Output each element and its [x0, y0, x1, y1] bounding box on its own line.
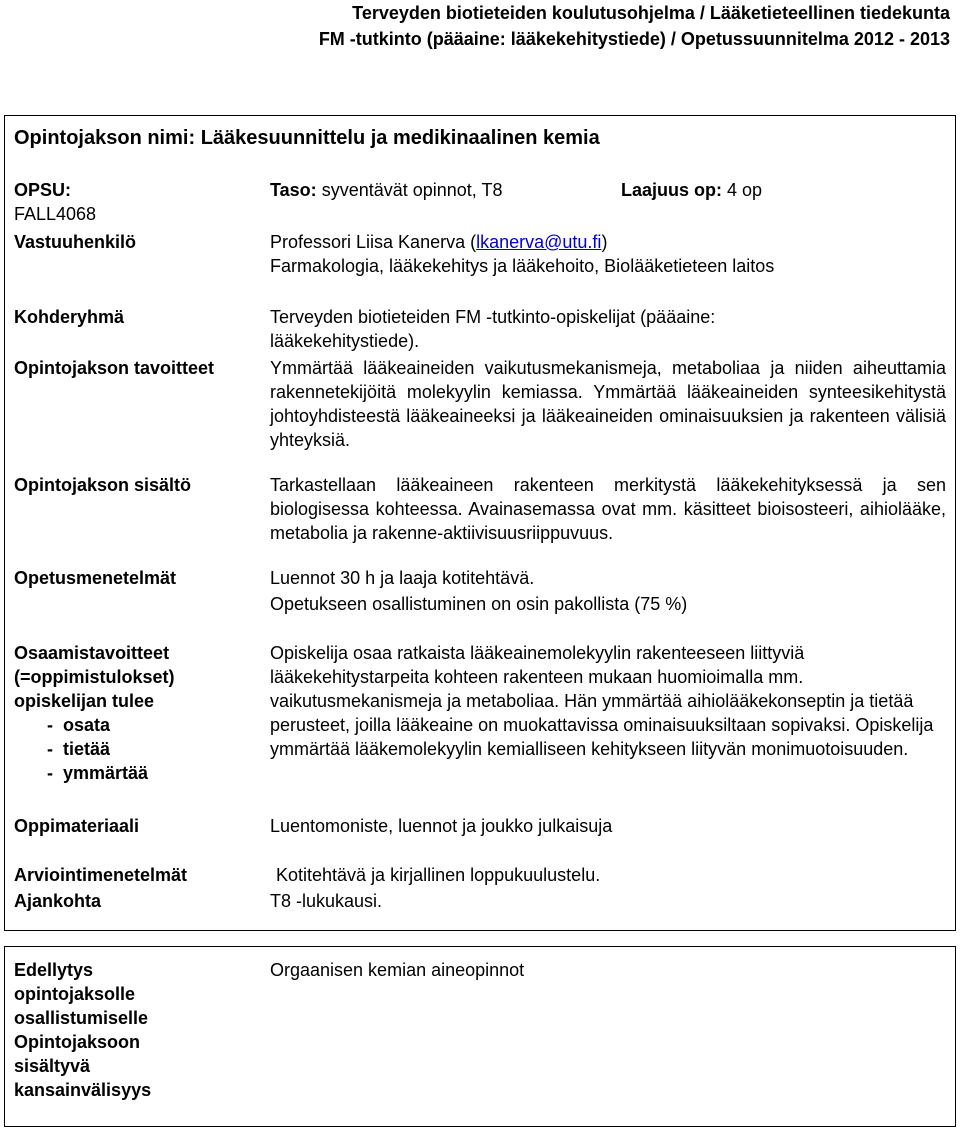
course-name: Opintojakson nimi: Lääkesuunnittelu ja medikinaalinen kemia	[14, 127, 600, 149]
prerequisite-label-1: Edellytys	[14, 960, 94, 980]
content-value: Tarkastellaan lääkeaineen rakenteen merkitystä lääkekehityksessä ja sen biologisessa kohteessa. Avainasemassa ovat mm. käsitteet bioisosteeri, aihiolääke, metabolia ja rakenne-aktiivisuusriippuvuus.	[270, 475, 946, 543]
internationality-label-3: kansainvälisyys	[14, 1080, 152, 1100]
objectives-label: Opintojakson tavoitteet	[14, 358, 215, 378]
credits: Laajuus op: 4 op	[621, 180, 763, 200]
learning-outcomes-item-1: - osata	[47, 715, 111, 735]
materials-value: Luentomoniste, luennot ja joukko julkaisuja	[270, 816, 613, 836]
target-group-value: Terveyden biotieteiden FM -tutkinto-opiskelijat (pääaine: lääkekehitystiede).	[270, 307, 716, 351]
timing-value: T8 -lukukausi.	[270, 891, 383, 911]
assessment-value: Kotitehtävä ja kirjallinen loppukuulustelu.	[276, 865, 601, 885]
internationality-label-1: Opintojaksoon	[14, 1032, 140, 1052]
learning-outcomes-label-3: opiskelijan tulee	[14, 691, 155, 711]
learning-outcomes-value: Opiskelija osaa ratkaista lääkeainemolekyylin rakenteeseen liittyviä lääkekehitystarpeita kohteen rakenteen mukaan huomioimalla mm. vaikutusmekanismeja ja metaboliaa. Hän ymmärtää aihiolääkekonseptin ja tietää perusteet, joilla lääkeaine on muokattavissa ominaisuuksiltaan sopivaksi. Opiskelija ymmärtää lääkemolekyylin kemialliseen kehitykseen liityvän monimuotoisuuden.	[270, 643, 934, 759]
learning-outcomes-label-2: (=oppimistulokset)	[14, 667, 175, 687]
materials-label: Oppimateriaali	[14, 816, 140, 836]
assessment-label: Arviointimenetelmät	[14, 865, 188, 885]
learning-outcomes-label-1: Osaamistavoitteet	[14, 643, 170, 663]
teaching-methods-line-2: Opetukseen osallistuminen on osin pakollista (75 %)	[270, 594, 688, 614]
prerequisite-label-2: opintojaksolle	[14, 984, 136, 1004]
target-group-label: Kohderyhmä	[14, 307, 125, 327]
document-header	[319, 0, 950, 52]
internationality-label-2: sisältyvä	[14, 1056, 91, 1076]
header-line-2: FM -tutkinto (pääaine: lääkekehitystiede) / Opetussuunnitelma 2012 - 2013	[318, 29, 950, 49]
opsu-label: OPSU:	[14, 180, 72, 200]
level: Taso: syventävät opinnot, T8	[270, 180, 503, 200]
responsible-department: Farmakologia, lääkekehitys ja lääkehoito, Biolääketieteen laitos	[270, 256, 775, 276]
teaching-methods-label: Opetusmenetelmät	[14, 568, 177, 588]
content-label: Opintojakson sisältö	[14, 475, 192, 495]
objectives-value: Ymmärtää lääkeaineiden vaikutusmekanismeja, metaboliaa ja niiden aiheuttamia rakennetekijöitä molekyylin kemiassa. Ymmärtää lääkeaineiden synteesikehitystä johtoyhdisteestä lääkeaineeksi ja lääkeaineiden ominaisuuksien ja rakenteen välisiä yhteyksiä.	[270, 358, 946, 450]
responsible-email-link[interactable]: lkanerva@utu.fi	[476, 232, 602, 252]
prerequisite-value: Orgaanisen kemian aineopinnot	[270, 960, 525, 980]
teaching-methods-line-1: Luennot 30 h ja laaja kotitehtävä.	[270, 568, 535, 588]
timing-label: Ajankohta	[14, 891, 102, 911]
prerequisite-label-3: osallistumiselle	[14, 1008, 149, 1028]
opsu-code: FALL4068	[14, 204, 97, 224]
learning-outcomes-item-3: - ymmärtää	[47, 763, 149, 783]
learning-outcomes-item-2: - tietää	[47, 739, 111, 759]
responsible-person: Professori Liisa Kanerva (lkanerva@utu.fi)	[270, 232, 608, 252]
responsible-label: Vastuuhenkilö	[14, 232, 137, 252]
header-line-1: Terveyden biotieteiden koulutusohjelma / Lääketieteellinen tiedekunta	[352, 3, 950, 23]
